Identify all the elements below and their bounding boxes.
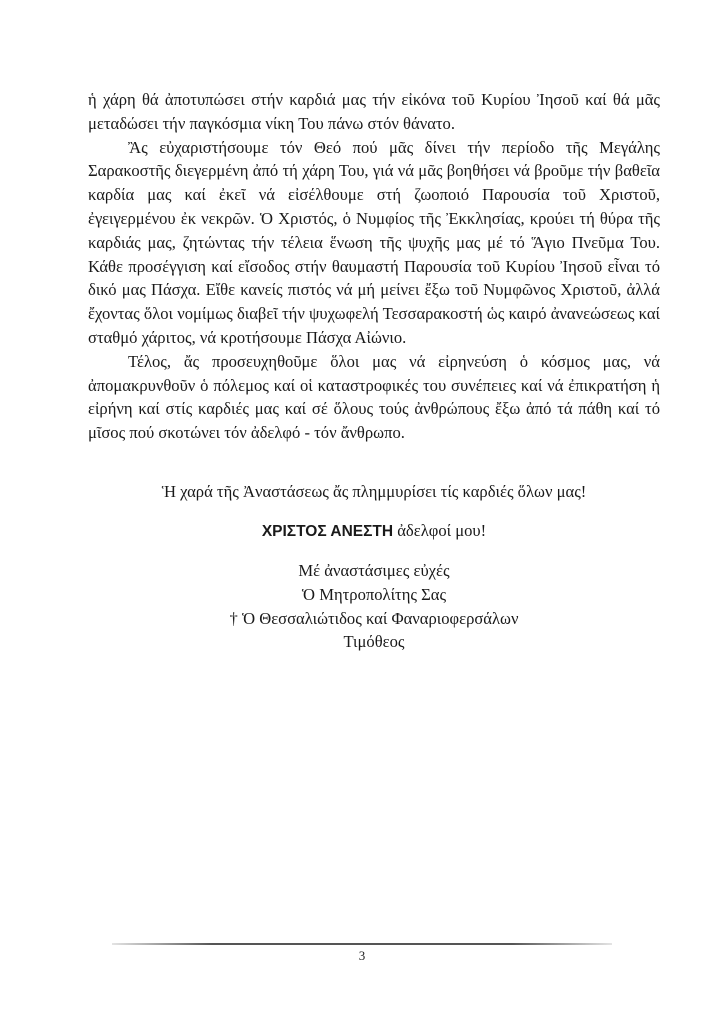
closing-wish: Ἡ χαρά τῆς Ἀναστάσεως ἄς πλημμυρίσει τίς καρδιές ὅλων μας! bbox=[161, 482, 587, 501]
signature-line: † Ὁ Θεσσαλιώτιδος καί Φαναριοφερσάλων bbox=[229, 608, 519, 628]
greeting-rest: ἀδελφοί μου! bbox=[393, 521, 487, 540]
easter-greeting bbox=[88, 519, 660, 544]
greeting-bold: ΧΡΙΣΤΟΣ ΑΝΕΣΤΗ bbox=[261, 523, 394, 540]
footer-divider bbox=[112, 943, 612, 945]
page-number: 3 bbox=[358, 948, 366, 963]
signature-line: Τιμόθεος bbox=[343, 632, 405, 652]
signature-line: Ὁ Μητροπολίτης Σας bbox=[301, 584, 447, 604]
signature-line: Μέ ἀναστάσιμες εὐχές bbox=[298, 561, 450, 580]
paragraph-1: ἡ χάρη θά ἀποτυπώσει στήν καρδιά μας τήν εἰκόνα τοῦ Κυρίου Ἰησοῦ καί θά μᾶς μεταδώσει τήν παγκόσμια νίκη Του πάνω στόν θάνατο. bbox=[88, 90, 660, 133]
paragraph-3: Τέλος, ἄς προσευχηθοῦμε ὅλοι μας νά εἰρηνεύση ὁ κόσμος μας, νά ἀπομακρυνθοῦν ὁ πόλεμος καί οἱ καταστροφικές του συνέπειες καί νά ἐπικρατήση ἡ εἰρήνη καί στίς καρδιές μας καί σέ ὅλους τούς ἀνθρώπους ἔξω ἀπό τά πάθη καί τό μῖσος πού σκοτώνει τόν ἀδελφό - τόν ἄνθρωπο. bbox=[88, 351, 660, 443]
signature-block bbox=[88, 559, 660, 654]
body-text bbox=[88, 88, 660, 445]
paragraph-2: Ἂς εὐχαριστήσουμε τόν Θεό πού μᾶς δίνει τήν περίοδο τῆς Μεγάλης Σαρακοστῆς διεγερμένη ἀπό τή χάρη Του, γιά νά μᾶς βοηθήσει νά βροῦμε τήν βαθεῖα καρδία μας καί ἐκεῖ νά εἰσέλθουμε στή ζωοποιό Παρουσία τοῦ Χριστοῦ, ἐγειγερμένου ἐκ νεκρῶν. Ὁ Χριστός, ὁ Νυμφίος τῆς Ἐκκλησίας, κρούει τή θύρα τῆς καρδιάς μας, ζητώντας τήν τέλεια ἕνωση τῆς ψυχῆς μας μέ τό Ἅγιο Πνεῦμα Του. Κάθε προσέγγιση καί εἴσοδος στήν θαυμαστή Παρουσία τοῦ Κυρίου Ἰησοῦ εἶναι τό δικό μας Πάσχα. Εἴθε κανείς πιστός νά μή μείνει ἔξω τοῦ Νυμφῶνος Χριστοῦ, ἀλλά ἔχοντας ὅλοι νομίμως διαβεῖ τήν ψυχωφελή Τεσσαρακοστή ὡς καιρό ἀνανεώσεως καί σταθμό χάριτος, νά κροτήσουμε Πάσχα Αἰώνιο. bbox=[88, 137, 660, 347]
